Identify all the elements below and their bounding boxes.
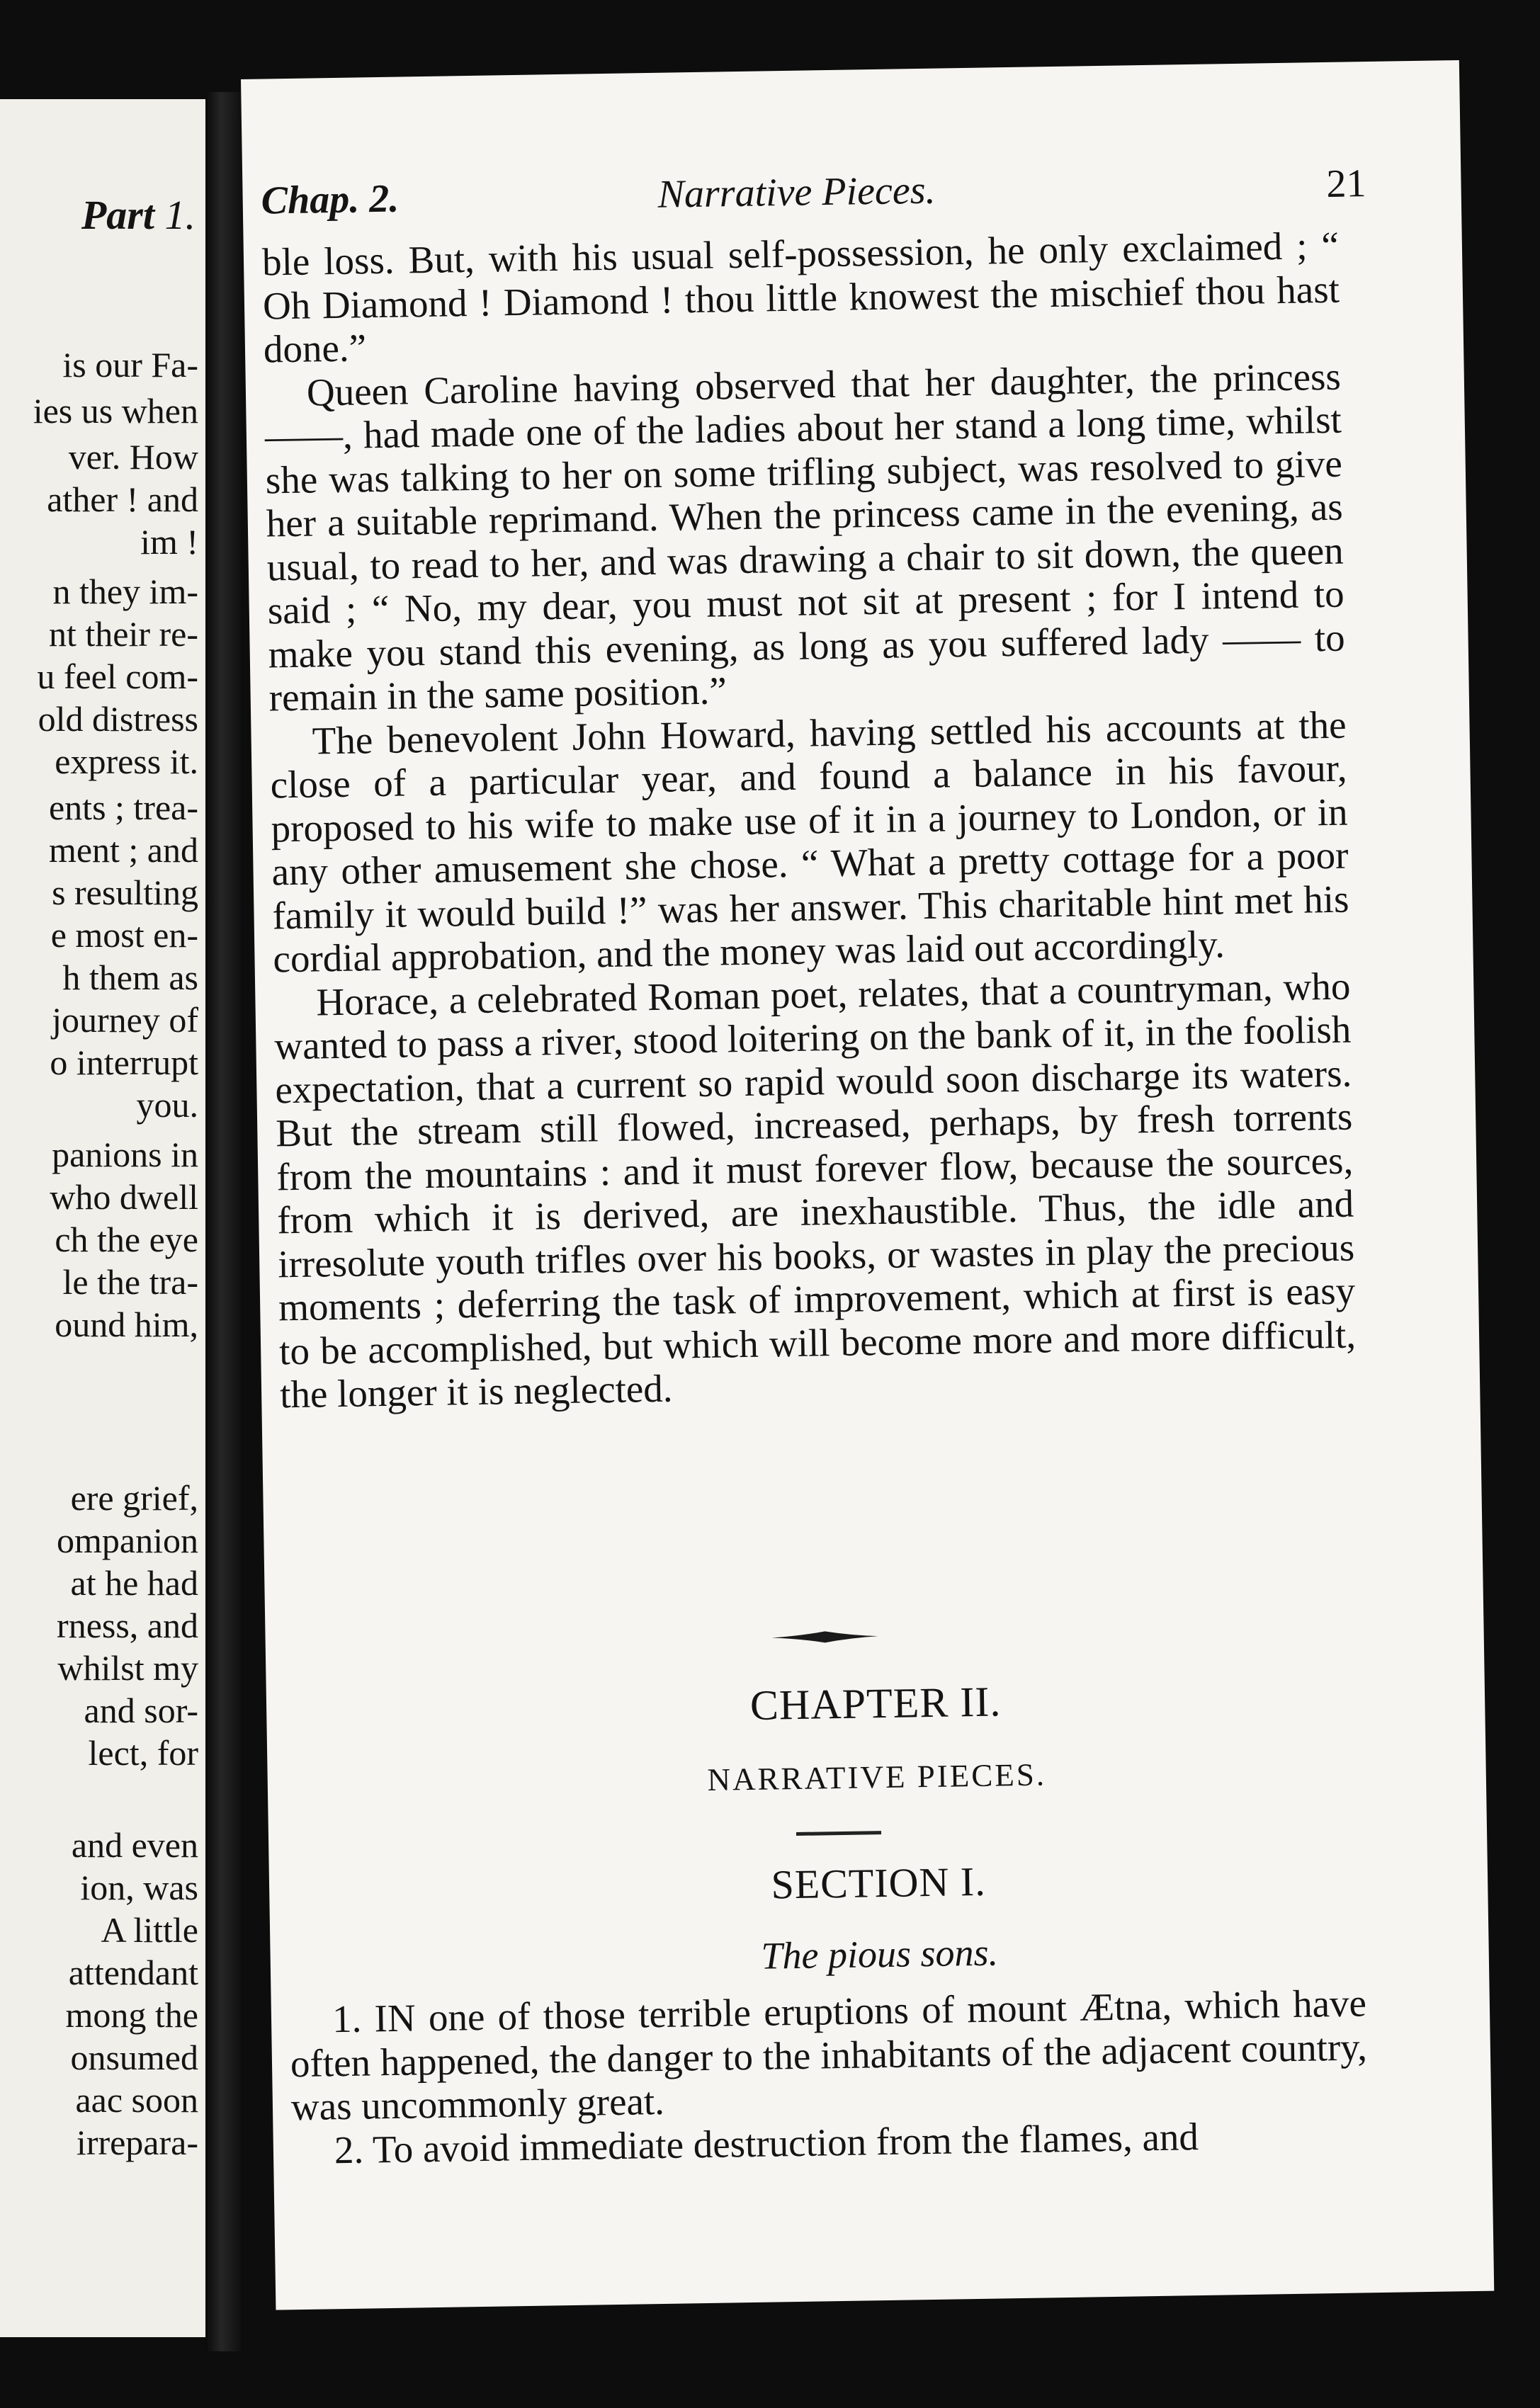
left-page-line: ents ; trea- [48,788,198,827]
left-page-line: A little [101,1910,198,1950]
left-page-line: aac soon [75,2080,198,2120]
left-page-header [81,191,196,239]
left-page-line: rness, and [57,1606,198,1645]
running-title: Narrative Pieces. [657,168,936,217]
left-page-part-number: 1. [164,192,196,238]
left-page-line: express it. [55,742,198,781]
decorative-ornament [771,1628,878,1646]
paragraph: The benevolent John Howard, having settled his accounts at the close of a particular year, and found a balance in his favour, proposed to his wife to make use of it in a journey to London, or in any other amusement she chose. “ What a pretty cottage for a poor family it would build !” was her answer. This charitable hint met his cordial approbation, and the money was laid out accordingly. [270,703,1349,981]
running-header [261,161,1366,227]
left-page-line: panions in [52,1135,198,1174]
left-page-line: ch the eye [55,1220,198,1259]
chapter-subtitle: NARRATIVE PIECES. [707,1756,1047,1798]
left-page-line: nt their re- [48,614,198,654]
left-page-line: le the tra- [62,1262,198,1302]
left-page-line: irrepara- [76,2123,198,2162]
left-page-line: ather ! and [47,479,198,519]
left-page-line: u feel com- [37,657,198,696]
section-text [290,1981,1369,2172]
left-page-line: whilst my [57,1648,198,1688]
left-page-line: e most en- [50,915,198,955]
paragraph: ble loss. But, with his usual self-possession, he only exclaimed ; “ Oh Diamond ! Diamond ! thou little knowest the mischief thou hast done.” [261,223,1340,371]
section-divider [796,1831,881,1836]
body-text [262,224,1357,1416]
section-subtitle: The pious sons. [760,1931,999,1977]
left-page-line: ere grief, [70,1478,198,1518]
left-page-line: ound him, [55,1305,198,1344]
chapter-reference: Chap. 2. [261,176,400,223]
left-page-line: lect, for [88,1733,198,1773]
left-page-line: onsumed [70,2038,198,2077]
left-page-line: mong the [65,1995,198,2035]
left-page-line: and sor- [84,1691,198,1730]
left-page-line: ompanion [57,1521,198,1560]
left-page-line: who dwell [50,1177,198,1217]
left-page-part-label: Part [81,192,154,238]
left-page-line: n they im- [52,572,198,611]
left-page-line: o interrupt [50,1043,198,1082]
chapter-title: CHAPTER II. [749,1678,1002,1729]
left-page-line: ion, was [80,1868,198,1907]
left-page-line: attendant [68,1953,198,1992]
left-page-line: is our Fa- [62,345,198,385]
left-page-line: h them as [62,958,198,997]
paragraph: 1. IN one of those terrible eruptions of mount Ætna, which have often happened, the danger to the inhabitants of the adjacent country, was uncommonly great. [290,1981,1368,2129]
paragraph: Queen Caroline having observed that her daughter, the princess ——, had made one of the ladies about her stand a long time, whilst she was talking to her on some trifling subject, was resolved to give her a suitable reprimand. When the princess came in the evening, as usual, to read to her, and was drawing a chair to sit down, the queen said ; “ No, my dear, you must not sit at present ; for I intend to make you stand this evening, as long as you suffered lady —— to remain in the same position.” [264,354,1346,720]
paragraph: 2. To avoid immediate destruction from the flames, and [334,2114,1199,2171]
left-page-line: at he had [70,1563,198,1603]
left-page-line: old distress [38,699,198,739]
left-page-line: journey of [52,1000,198,1040]
left-page-fragment [0,99,205,2337]
paragraph: Horace, a celebrated Roman poet, relates, that a countryman, who wanted to pass a river, stood loitering on the bank of it, in the foolish expectation, that a current so rapid would soon discharge its waters. But the stream still flowed, increased, perhaps, by fresh torrents from the mountains : and it must forever flow, because the sources, from which it is derived, are inexhaustible. Thus, the idle and irresolute youth trifles over his books, or wastes in play the precious moments ; deferring the task of improvement, which at first is easy to be accomplished, but which will become more and more difficult, the longer it is neglected. [273,964,1357,1416]
left-page-line: you. [136,1085,198,1125]
page-number: 21 [1326,161,1366,206]
left-page-line: and even [71,1825,198,1865]
left-page-line: ver. How [68,437,198,477]
left-page-line: s resulting [52,873,198,912]
left-page-line: ment ; and [48,830,198,870]
main-page [241,60,1494,2310]
left-page-line: ies us when [33,391,198,431]
book-spine-shadow [205,92,241,2351]
section-title: SECTION I. [771,1858,987,1908]
left-page-line: im ! [140,522,198,562]
